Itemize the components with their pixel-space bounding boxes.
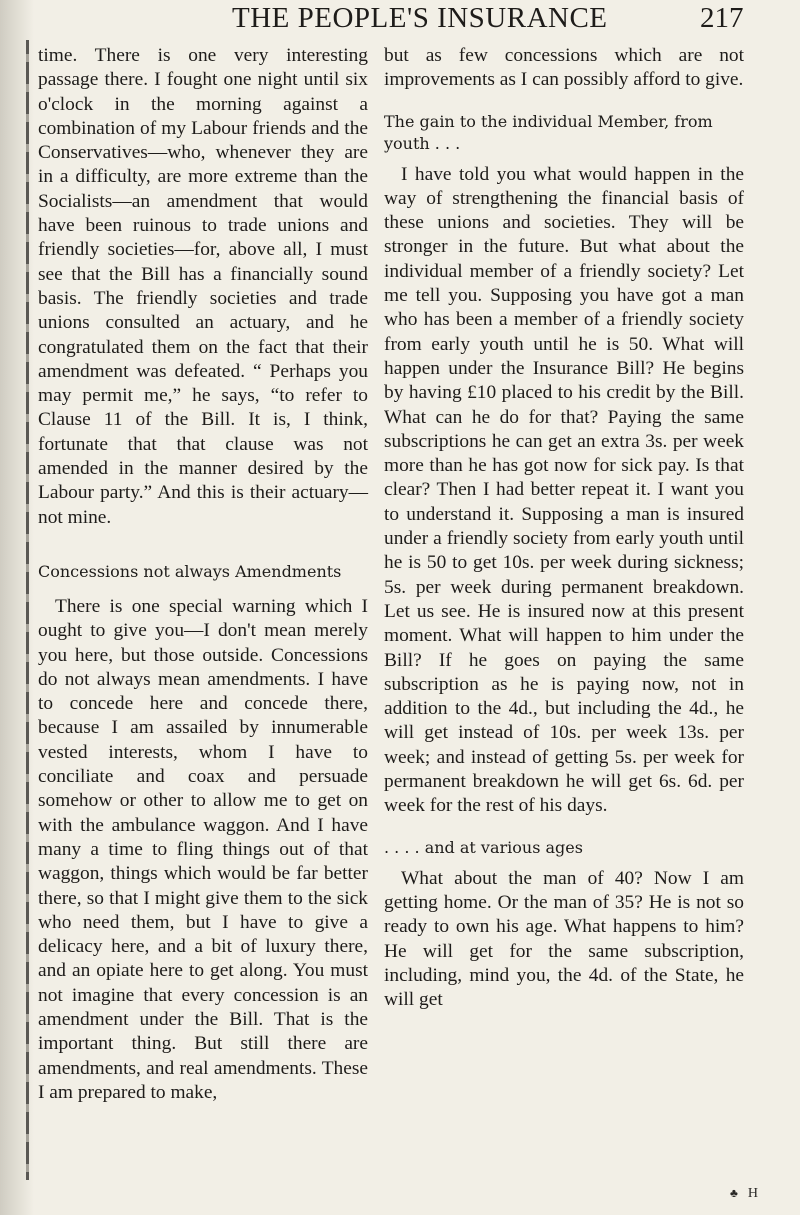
section-heading-various-ages: . . . . and at various ages bbox=[384, 837, 583, 857]
section-heading-individual-member: The gain to the individual Member, from youth . . . bbox=[384, 111, 713, 153]
left-paragraph-1: time. There is one very interesting passage there. I fought one night until six o'clock in the morning against a combination of my Labour friends and the Conservatives—who, whenever they are in a difficulty, are more extreme than the Socialists—an amendment that would have been ruinous to trade unions and friendly societies—for, above all, I must see that the Bill has a financially sound basis. The friendly societies and trade unions consulted an actuary, and he congratulated them on the fact that their amendment was defeated. “ Perhaps you may permit me,” he says, “to refer to Clause 11 of the Bill. It is, I think, fortunate that that clause was not amended in the manner desired by the Labour party.” And this is their actuary—not mine. bbox=[38, 45, 368, 528]
left-paragraph-2: There is one special warning which I ought to give you—I don't mean merely you here, but those outside. Concessions do not always mean amendments. I have to concede here and concede there, because I am assailed by innumerable vested interests, whom I have to conciliate and coax and persuade somehow or other to allow me to get on with the ambulance waggon. And I have many a time to fling things out of that waggon, things which would be far better there, so that I might give them to the sick who need them, but I have to give a delicacy here, and a bit of luxury there, and an opiate here to get along. You must not imagine that every concession is an amendment under the Bill. That is the important thing. But still there are amendments, and real amendments. These I am prepared to make, bbox=[38, 595, 368, 1103]
right-column bbox=[384, 44, 744, 1012]
signature-letter: H bbox=[747, 1186, 758, 1201]
club-ornament: ♣ bbox=[730, 1186, 738, 1200]
right-paragraph-2: I have told you what would happen in the way of strengthening the financial basis of these unions and societies. They will be stronger in the future. But what about the individual member of a friendly society? Let me tell you. Supposing you have got a man who has been a member of a friendly society from early youth until he is 50. What will happen under the Insurance Bill? He begins by having £10 placed to his credit by the Bill. What can he do for that? Paying the same subscriptions he can get an extra 3s. per week more than he has got now for sick pay. Is that clear? Then I had better repeat it. I want you to understand it. Supposing a man is insured under a friendly society from early youth until he is 50 to get 10s. per week during sickness; 5s. per week during permanent breakdown. Let us see. He is insured now at this present moment. What will happen to him under the Bill? If he goes on paying the same subscription as he is paying now, not in addition to the 4d., but including the 4d., he will get instead of 10s. per week 13s. per week; and instead of getting 5s. per week for permanent breakdown he will get 6s. 6d. per week for the rest of his days. bbox=[384, 163, 744, 817]
page-number: 217 bbox=[700, 2, 744, 34]
right-paragraph-3: What about the man of 40? Now I am getting home. Or the man of 35? He is not so ready to own his age. What happens to him? He will get for the same subscription, including, mind you, the 4d. of the State, he will get bbox=[384, 867, 744, 1011]
right-paragraph-1: but as few concessions which are not improvements as I can possibly afford to give. bbox=[384, 45, 744, 91]
running-title: THE PEOPLE'S INSURANCE bbox=[232, 2, 608, 34]
section-heading-concessions: Concessions not always Amendments bbox=[38, 561, 342, 581]
binding-shadow bbox=[26, 40, 29, 1180]
running-head bbox=[0, 2, 800, 42]
signature-mark bbox=[730, 1186, 758, 1202]
left-column bbox=[38, 44, 368, 1105]
